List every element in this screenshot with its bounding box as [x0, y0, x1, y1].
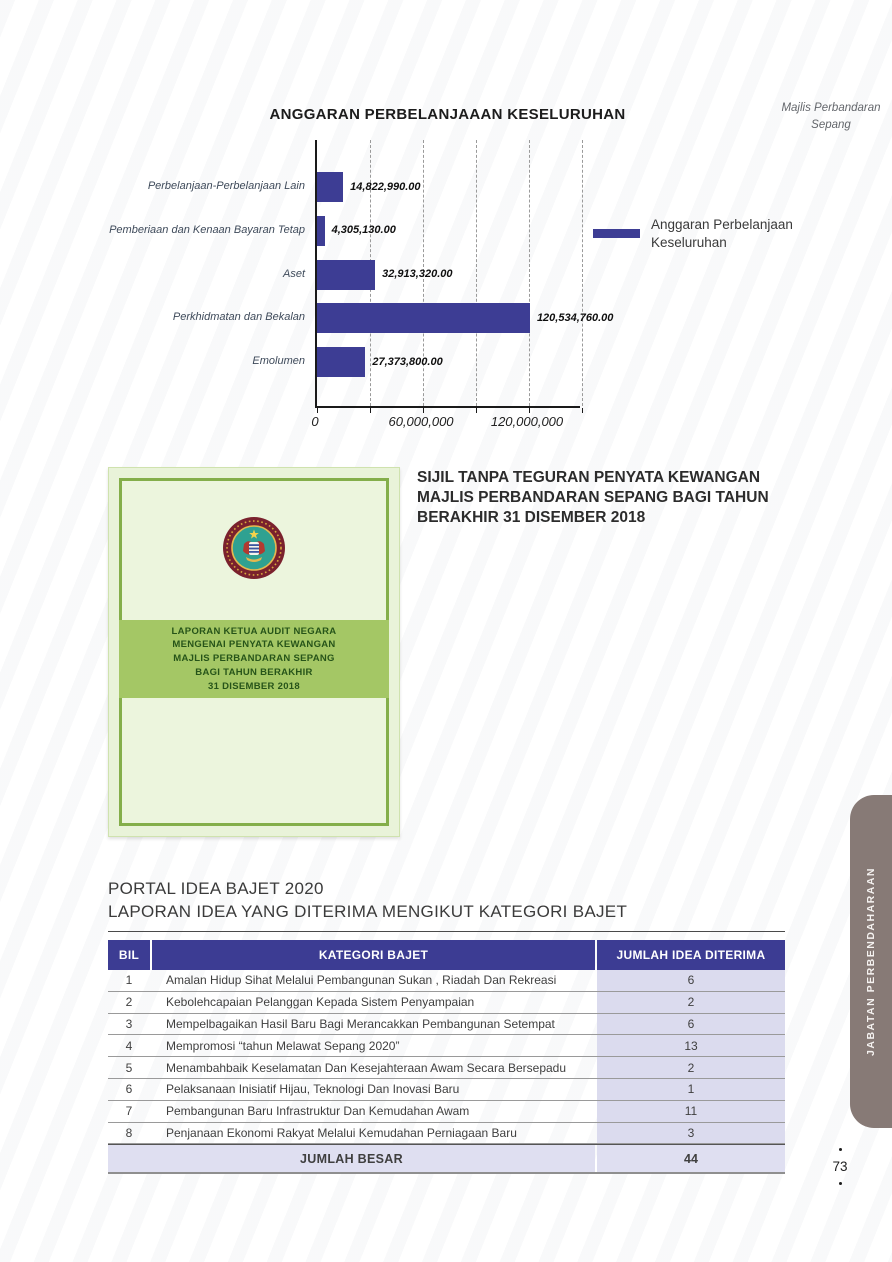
- cell-jumlah: 6: [597, 970, 785, 991]
- gridline: [529, 140, 530, 406]
- cell-bil: 4: [125, 1038, 133, 1053]
- national-audit-seal-icon: [222, 516, 286, 585]
- axis-tick: [529, 408, 530, 413]
- table-row: [108, 1057, 785, 1079]
- cell-kategori: Menambahbaik Keselamatan Dan Kesejahteraan Awam Secara Bersepadu: [166, 1060, 567, 1075]
- category-label: Emolumen: [252, 355, 305, 367]
- bar: [317, 260, 375, 290]
- certificate-heading: SIJIL TANPA TEGURAN PENYATA KEWANGAN MAJLIS PERBANDARAN SEPANG BAGI TAHUN BERAKHIR 31 DISEMBER 2018: [417, 469, 769, 526]
- page-number-block: [822, 1148, 858, 1185]
- portal-section-heading: [108, 878, 785, 932]
- page-number: 73: [832, 1159, 848, 1174]
- category-label: Aset: [282, 267, 305, 280]
- table-row: [108, 1079, 785, 1101]
- category-label: Perkhidmatan dan Bekalan: [172, 311, 305, 324]
- bar: [317, 216, 325, 246]
- header-jumlah: JUMLAH IDEA DITERIMA: [597, 940, 785, 970]
- cell-kategori: Amalan Hidup Sihat Melalui Pembangunan Sukan , Riadah Dan Rekreasi: [166, 973, 557, 988]
- cell-jumlah: 3: [597, 1123, 785, 1144]
- footer-label: JUMLAH BESAR: [108, 1145, 595, 1172]
- axis-tick-label: 120,000,000: [490, 414, 564, 429]
- table-row: [108, 1123, 785, 1145]
- gridline: [476, 140, 477, 406]
- axis-tick: [582, 408, 583, 413]
- value-label: 4,305,130.00: [331, 224, 396, 237]
- cover-banner-line: MAJLIS PERBANDARAN SEPANG: [173, 653, 335, 665]
- cell-bil: 3: [125, 1016, 133, 1031]
- cover-banner-line: MENGENAI PENYATA KEWANGAN: [172, 639, 336, 651]
- footer-value: 44: [597, 1145, 785, 1172]
- audit-certificate-cover: [108, 467, 400, 837]
- cell-jumlah: 13: [597, 1035, 785, 1056]
- value-label: 32,913,320.00: [382, 268, 453, 280]
- axis-tick: [476, 408, 477, 413]
- table-row: [108, 1035, 785, 1057]
- corner-note: Majlis Perbandaran Sepang: [781, 102, 881, 132]
- cell-jumlah: 6: [597, 1014, 785, 1035]
- cell-bil: 6: [125, 1082, 133, 1097]
- axis-tick-label: 0: [311, 414, 319, 429]
- table-footer-row: [108, 1144, 785, 1174]
- bar: [317, 172, 343, 202]
- table-row: [108, 970, 785, 992]
- cell-jumlah: 2: [597, 992, 785, 1013]
- value-label: 14,822,990.00: [350, 180, 421, 193]
- table-row: [108, 992, 785, 1014]
- side-tab-label: JABATAN PERBENDAHARAAN: [865, 867, 877, 1056]
- bar: [317, 347, 365, 377]
- legend-swatch: [593, 229, 640, 238]
- value-label: 120,534,760.00: [536, 311, 614, 324]
- axis-tick-label: 60,000,000: [388, 414, 454, 429]
- cell-bil: 7: [125, 1104, 133, 1119]
- cell-bil: 2: [125, 995, 133, 1010]
- cell-kategori: Kebolehcapaian Pelanggan Kepada Sistem Penyampaian: [166, 995, 475, 1010]
- cover-banner-line: BAGI TAHUN BERAKHIR: [195, 666, 313, 678]
- axis-tick: [370, 408, 371, 413]
- dot-above-icon: [839, 1148, 842, 1151]
- cell-bil: 5: [125, 1060, 133, 1075]
- cell-bil: 8: [125, 1125, 133, 1140]
- header-kategori: KATEGORI BAJET: [152, 940, 595, 970]
- cell-bil: 1: [125, 973, 133, 988]
- value-label: 27,373,800.00: [372, 355, 443, 368]
- cell-kategori: Mempromosi “tahun Melawat Sepang 2020”: [166, 1038, 400, 1053]
- cell-jumlah: 1: [597, 1079, 785, 1100]
- axis-tick: [317, 408, 318, 413]
- cell-kategori: Mempelbagaikan Hasil Baru Bagi Merancakkan Pembangunan Setempat: [166, 1016, 555, 1031]
- cover-banner-line: 31 DISEMBER 2018: [208, 680, 300, 692]
- cell-kategori: Pelaksanaan Inisiatif Hijau, Teknologi Dan Inovasi Baru: [166, 1082, 460, 1097]
- table-row: [108, 1014, 785, 1036]
- portal-title-line1: PORTAL IDEA BAJET 2020: [108, 879, 324, 898]
- cover-banner-line: LAPORAN KETUA AUDIT NEGARA: [171, 625, 337, 637]
- department-side-tab: [850, 795, 892, 1128]
- cell-jumlah: 11: [597, 1101, 785, 1122]
- header-bil: BIL: [108, 940, 150, 970]
- cell-kategori: Penjanaan Ekonomi Rakyat Melalui Kemudahan Perniagaan Baru: [166, 1125, 517, 1140]
- gridline: [582, 140, 583, 406]
- legend-label: Anggaran Perbelanjaan Keseluruhan: [651, 217, 793, 250]
- category-label: Perbelanjaan-Perbelanjaan Lain: [147, 180, 305, 192]
- dot-below-icon: [839, 1182, 842, 1185]
- cell-kategori: Pembangunan Baru Infrastruktur Dan Kemudahan Awam: [166, 1104, 470, 1119]
- idea-category-table: [108, 940, 785, 1174]
- cover-title-banner: [119, 620, 389, 698]
- chart-title: ANGGARAN PERBELANJAAAN KESELURUHAN: [269, 106, 626, 123]
- table-row: [108, 1101, 785, 1123]
- category-label: Pemberiaan dan Kenaan Bayaran Tetap: [109, 223, 305, 236]
- axis-tick: [423, 408, 424, 413]
- cell-jumlah: 2: [597, 1057, 785, 1078]
- table-header-row: [108, 940, 785, 970]
- portal-title-line2: LAPORAN IDEA YANG DITERIMA MENGIKUT KATEGORI BAJET: [108, 901, 628, 921]
- bar: [317, 303, 530, 333]
